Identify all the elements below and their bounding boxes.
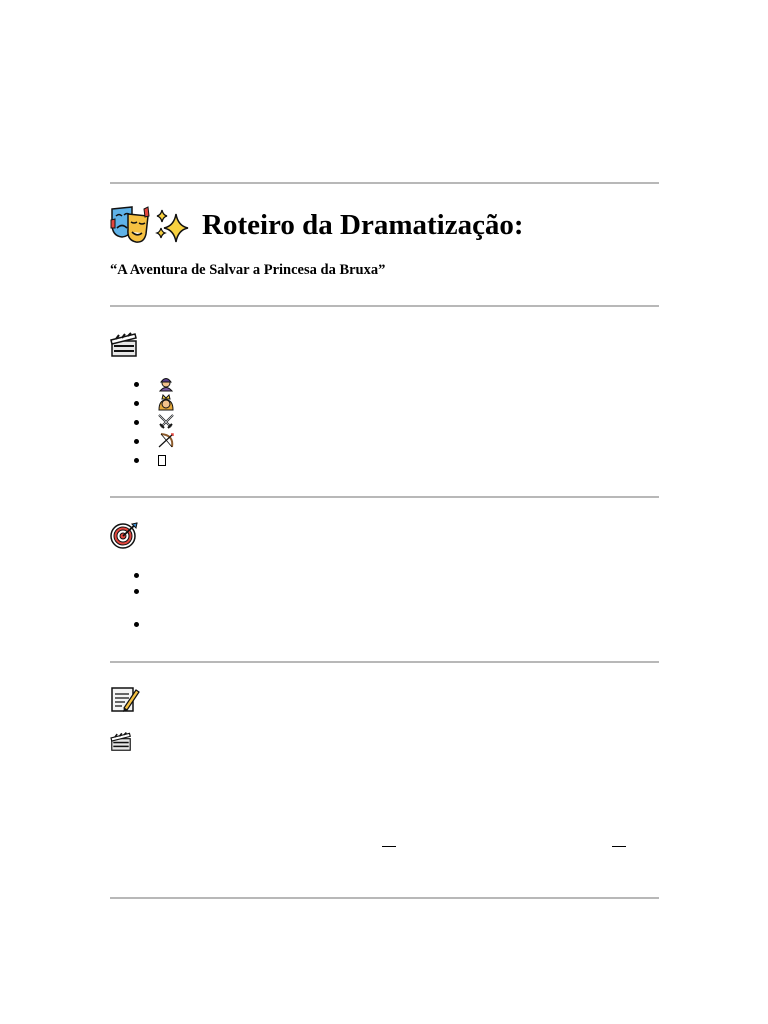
dash-mark — [612, 846, 626, 847]
list-bullet — [134, 622, 139, 627]
list-bullet — [134, 589, 139, 594]
horizontal-rule-bottom — [110, 897, 659, 899]
list-bullet — [134, 382, 139, 387]
crossed-swords-icon — [157, 413, 175, 430]
princess-icon — [157, 394, 175, 411]
page-subtitle: “A Aventura de Salvar a Princesa da Bruxa” — [110, 262, 386, 278]
sparkles-icon — [154, 208, 192, 244]
bow-and-arrow-icon — [157, 432, 175, 449]
woman-wizard-icon — [157, 376, 175, 392]
list-bullet — [134, 401, 139, 406]
horizontal-rule-after-goals — [110, 661, 659, 663]
page-title: Roteiro da Dramatização: — [202, 209, 524, 241]
list-bullet — [134, 439, 139, 444]
dash-mark — [382, 846, 396, 847]
list-bullet — [134, 573, 139, 578]
memo-icon — [110, 686, 140, 713]
list-bullet — [134, 458, 139, 463]
clapper-board-icon — [110, 331, 138, 357]
theater-masks-icon — [110, 206, 150, 244]
horizontal-rule-after-title — [110, 305, 659, 307]
missing-glyph-icon — [158, 455, 166, 466]
horizontal-rule-after-cast — [110, 496, 659, 498]
clapper-board-icon — [110, 731, 132, 751]
direct-hit-target-icon — [110, 520, 140, 549]
list-bullet — [134, 420, 139, 425]
horizontal-rule-top — [110, 182, 659, 184]
